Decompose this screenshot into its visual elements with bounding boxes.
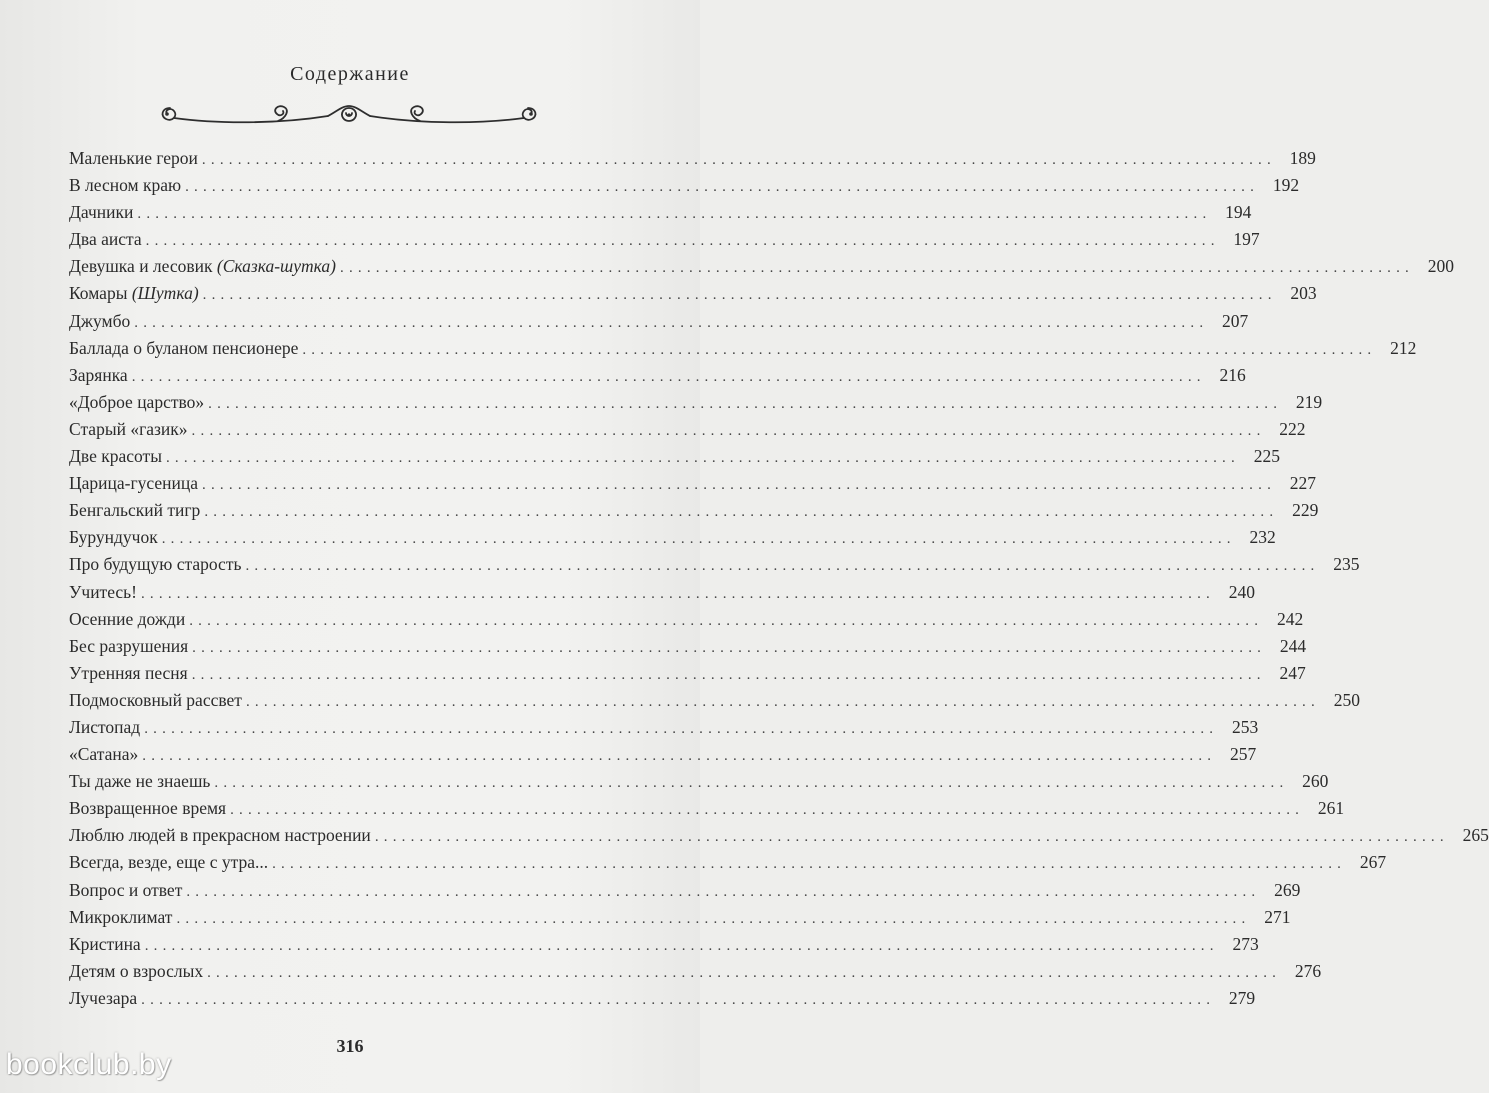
toc-entry-title: [69, 690, 242, 711]
toc-entry-title: [69, 988, 137, 1009]
toc-entry: [69, 960, 1322, 988]
toc-dot-leader: ........................................................................................................................: [208, 395, 1283, 412]
toc-entry-title-text: Ты даже не знаешь: [69, 771, 211, 792]
toc-entry: [69, 581, 1255, 609]
toc-entry: [69, 608, 1304, 636]
toc-entry-page: 260: [1302, 771, 1329, 792]
flourish-ornament-icon: [158, 94, 540, 130]
toc-entry: [69, 310, 1249, 338]
toc-dot-leader: ........................................................................................................................: [142, 748, 1217, 765]
toc-entry-title: [69, 311, 130, 332]
toc-entry-title-text: Зарянка: [69, 364, 128, 385]
toc-entry-title-text: Два аиста: [69, 229, 142, 250]
toc-entry-title-text: Девушка и лесовик: [69, 256, 213, 277]
toc-entry-title-text: Баллада о буланом пенсионере: [69, 337, 299, 358]
toc-entry-title: [69, 663, 188, 684]
toc-entry-title: [69, 473, 198, 494]
toc-entry-title-text: Осенние дожди: [69, 608, 186, 629]
toc-entry-title: [69, 717, 140, 738]
toc-entry-title-text: Старый «газик»: [69, 418, 188, 439]
toc-entry-title-text: Детям о взрослых: [69, 960, 204, 981]
toc-entry: [69, 175, 1300, 202]
toc-dot-leader: ........................................................................................................................: [245, 693, 1320, 710]
toc-entry-title-text: Бенгальский тигр: [69, 500, 201, 521]
toc-dot-leader: ........................................................................................................................: [302, 341, 1377, 358]
toc-entry-page: 265: [1462, 825, 1489, 846]
toc-dot-leader: ........................................................................................................................: [176, 910, 1251, 927]
toc-entry-title-text: Возвращенное время: [69, 798, 227, 819]
toc-entry-title-text: В лесном краю: [69, 175, 182, 196]
toc-entry-page: 225: [1253, 446, 1280, 467]
toc-dot-leader: ........................................................................................................................: [144, 720, 1219, 737]
toc-entry-title: [69, 744, 138, 765]
toc-entry-title-text: Учитесь!: [69, 581, 137, 602]
toc-entry: [69, 148, 1316, 175]
toc-entry-page: 247: [1279, 662, 1306, 683]
toc-entry: [69, 798, 1345, 825]
toc-entry-page: 244: [1279, 635, 1307, 656]
toc-entry-title-text: Бес разрушения: [69, 635, 189, 656]
toc-heading: Содержание: [290, 63, 410, 85]
toc-entry-title-text: Утренняя песня: [69, 662, 188, 683]
toc-entry: [69, 473, 1317, 500]
toc-entry-page: 229: [1292, 500, 1319, 521]
toc-dot-leader: ........................................................................................................................: [340, 260, 1414, 277]
toc-entry: [69, 771, 1329, 798]
toc-entry-title-text: Люблю людей в прекрасном настроении: [69, 825, 371, 846]
toc-entry-title: [69, 365, 128, 386]
toc-entry-title: [69, 961, 203, 982]
toc-entry: [69, 500, 1319, 527]
toc-entry-title: [69, 148, 198, 169]
toc-entry-title: [69, 202, 133, 223]
toc-entry: [69, 418, 1306, 446]
toc-entry: [69, 933, 1259, 961]
toc-entry-page: 271: [1264, 906, 1291, 927]
table-of-contents: [69, 148, 1489, 1015]
toc-entry: [69, 689, 1360, 717]
toc-entry-page: 200: [1427, 256, 1454, 277]
toc-entry-page: 219: [1295, 391, 1323, 412]
toc-entry-title-text: Царица-гусеница: [69, 473, 199, 494]
toc-entry-title-text: Вопрос и ответ: [69, 879, 183, 900]
toc-entry-title: [69, 798, 226, 819]
toc-entry-title: [69, 527, 158, 548]
toc-entry: [69, 906, 1291, 934]
toc-dot-leader: ........................................................................................................................: [191, 422, 1266, 439]
toc-dot-leader: ........................................................................................................................: [207, 964, 1282, 981]
toc-entry-title-text: Микроклимат: [69, 906, 173, 927]
toc-entry-page: 189: [1289, 148, 1316, 168]
toc-entry-page: 250: [1333, 689, 1360, 710]
toc-dot-leader: ........................................................................................................................: [144, 937, 1219, 954]
toc-entry-page: 192: [1272, 175, 1300, 196]
toc-entry: [69, 202, 1252, 229]
toc-dot-leader: ........................................................................................................................: [137, 206, 1212, 223]
toc-entry: [69, 852, 1387, 879]
toc-entry-title-text: Бурундучок: [69, 527, 158, 548]
toc-entry-page: 273: [1232, 933, 1259, 954]
toc-dot-leader: ........................................................................................................................: [202, 477, 1277, 494]
toc-entry-title: [69, 907, 172, 928]
toc-entry-title: [69, 446, 162, 467]
toc-entry-subtitle: (Шутка): [131, 283, 199, 304]
toc-dot-leader: ........................................................................................................................: [192, 639, 1267, 656]
toc-entry-title: [69, 852, 268, 873]
toc-dot-leader: ........................................................................................................................: [272, 856, 1347, 873]
toc-dot-leader: ........................................................................................................................: [230, 802, 1305, 819]
toc-entry-title: [69, 934, 141, 955]
toc-entry-title-text: Лучезара: [69, 987, 138, 1008]
toc-entry-title: [69, 609, 185, 630]
toc-dot-leader: ........................................................................................................................: [245, 558, 1320, 575]
toc-entry-title-text: Джумбо: [69, 310, 131, 331]
toc-dot-leader: ........................................................................................................................: [165, 450, 1240, 467]
toc-dot-leader: ........................................................................................................................: [134, 314, 1209, 331]
toc-dot-leader: ........................................................................................................................: [140, 585, 1215, 602]
toc-entry-page: 232: [1249, 527, 1276, 548]
toc-dot-leader: ........................................................................................................................: [204, 504, 1279, 521]
toc-entry-title-text: Маленькие герои: [69, 148, 198, 168]
toc-dot-leader: ........................................................................................................................: [141, 991, 1216, 1008]
watermark: bookclub.by: [6, 1048, 172, 1081]
toc-entry-title-text: Кристина: [69, 933, 141, 954]
toc-entry-page: 216: [1219, 364, 1246, 385]
toc-entry-title: [69, 771, 210, 792]
toc-entry-page: 222: [1279, 418, 1306, 439]
toc-entry-title-text: Листопад: [69, 716, 141, 737]
toc-entry: [69, 283, 1317, 310]
toc-entry: [69, 527, 1276, 554]
toc-entry: [69, 256, 1454, 283]
toc-dot-leader: ........................................................................................................................: [131, 368, 1206, 385]
toc-entry: [69, 446, 1280, 473]
toc-entry-page: 267: [1359, 852, 1387, 873]
toc-entry-page: 253: [1231, 716, 1259, 737]
toc-entry-page: 235: [1333, 554, 1360, 575]
toc-entry-page: 269: [1274, 879, 1301, 900]
toc-entry-title-text: Всегда, везде, еще с утра...: [69, 852, 269, 873]
toc-entry-title-text: Дачники: [69, 202, 134, 223]
toc-entry-title: [69, 554, 241, 575]
toc-entry-title: [69, 283, 199, 304]
toc-entry-title: [69, 636, 188, 657]
toc-entry: [69, 229, 1260, 256]
toc-dot-leader: ........................................................................................................................: [185, 179, 1260, 196]
toc-entry-title-text: Подмосковный рассвет: [69, 689, 242, 710]
toc-entry-page: 279: [1228, 987, 1256, 1008]
toc-dot-leader: ........................................................................................................................: [189, 612, 1264, 629]
toc-dot-leader: ........................................................................................................................: [161, 531, 1236, 548]
toc-entry-title: [69, 256, 336, 277]
toc-entry-page: 227: [1289, 473, 1317, 494]
toc-entry-page: 194: [1225, 202, 1252, 223]
toc-entry-page: 257: [1230, 744, 1257, 765]
toc-entry: [69, 662, 1306, 690]
toc-entry-page: 240: [1228, 581, 1255, 602]
toc-entry-title: [69, 582, 137, 603]
toc-entry-page: 197: [1233, 229, 1260, 250]
toc-dot-leader: ........................................................................................................................: [191, 666, 1266, 683]
toc-dot-leader: ........................................................................................................................: [186, 883, 1261, 900]
toc-entry-page: 203: [1290, 283, 1317, 304]
toc-entry-title: [69, 229, 142, 250]
toc-entry-title: [69, 175, 181, 196]
toc-entry-title-text: «Сатана»: [69, 744, 139, 765]
toc-entry-title: [69, 419, 188, 440]
toc-entry: [69, 391, 1323, 419]
toc-entry-page: 207: [1222, 310, 1249, 331]
toc-entry-title: [69, 392, 204, 413]
toc-entry-title-text: Про будущую старость: [69, 554, 242, 575]
toc-entry: [69, 987, 1256, 1015]
toc-entry: [69, 744, 1257, 771]
toc-dot-leader: ........................................................................................................................: [145, 233, 1220, 250]
toc-entry: [69, 716, 1259, 744]
toc-entry: [69, 364, 1246, 392]
toc-entry-page: 242: [1276, 608, 1304, 629]
toc-entry-title-text: Две красоты: [69, 446, 162, 467]
toc-entry: [69, 554, 1360, 581]
toc-entry-page: 276: [1294, 960, 1322, 981]
toc-dot-leader: ........................................................................................................................: [202, 287, 1277, 304]
toc-dot-leader: ........................................................................................................................: [201, 152, 1276, 168]
toc-entry-title-text: Комары: [69, 283, 128, 304]
toc-dot-leader: ........................................................................................................................: [374, 829, 1449, 846]
page-number: 316: [336, 1036, 364, 1056]
toc-entry: [69, 825, 1489, 852]
toc-dot-leader: ........................................................................................................................: [214, 775, 1289, 792]
toc-entry: [69, 879, 1301, 907]
toc-entry-subtitle: (Сказка-шутка): [216, 256, 336, 277]
toc-entry-page: 261: [1317, 798, 1345, 819]
toc-entry-title-text: «Доброе царство»: [69, 391, 205, 412]
toc-entry-title: [69, 338, 298, 359]
toc-entry: [69, 337, 1417, 365]
toc-entry-title: [69, 500, 200, 521]
toc-entry-title: [69, 825, 371, 846]
toc-entry-page: 212: [1390, 337, 1417, 358]
toc-entry: [69, 635, 1307, 663]
toc-entry-title: [69, 880, 182, 901]
